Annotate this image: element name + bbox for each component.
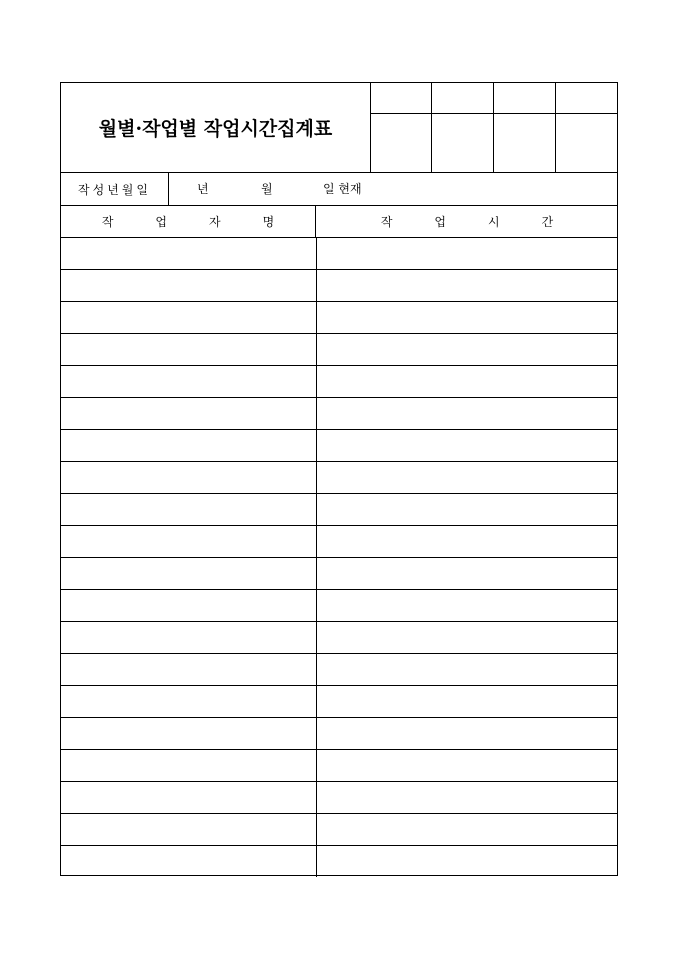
table-row: [61, 238, 617, 270]
table-row: [61, 526, 617, 558]
approval-signature-box[interactable]: [371, 114, 432, 172]
table-row: [61, 558, 617, 590]
date-label: 작성년월일: [61, 173, 169, 205]
date-row: [61, 173, 617, 206]
table-row: [61, 782, 617, 814]
data-rows: [61, 238, 617, 877]
table-row: [61, 846, 617, 877]
worker-name-cell[interactable]: [61, 654, 317, 685]
year-label: 년: [197, 182, 209, 196]
work-hours-cell[interactable]: [317, 590, 617, 621]
worker-name-cell[interactable]: [61, 494, 317, 525]
worker-name-cell[interactable]: [61, 302, 317, 333]
worker-name-cell[interactable]: [61, 750, 317, 781]
worker-name-cell[interactable]: [61, 782, 317, 813]
worker-name-cell[interactable]: [61, 270, 317, 301]
work-hours-cell[interactable]: [317, 654, 617, 685]
work-hours-cell[interactable]: [317, 430, 617, 461]
table-row: [61, 302, 617, 334]
approval-label-cell: [432, 83, 494, 114]
table-row: [61, 654, 617, 686]
worker-name-header: 작업자명: [61, 206, 316, 237]
table-row: [61, 398, 617, 430]
work-hours-cell[interactable]: [317, 622, 617, 653]
worker-name-cell[interactable]: [61, 686, 317, 717]
table-row: [61, 494, 617, 526]
work-hours-cell[interactable]: [317, 302, 617, 333]
work-hours-cell[interactable]: [317, 558, 617, 589]
approval-label-cell: [556, 83, 617, 114]
worker-name-cell[interactable]: [61, 526, 317, 557]
work-hours-summary-form: [60, 82, 618, 876]
approval-label-cell: [494, 83, 556, 114]
approval-signature-grid: [371, 83, 617, 172]
work-hours-cell[interactable]: [317, 366, 617, 397]
approval-signature-box[interactable]: [432, 114, 494, 172]
approval-label-cell: [371, 83, 432, 114]
table-row: [61, 334, 617, 366]
approval-signature-box[interactable]: [494, 114, 556, 172]
work-hours-cell[interactable]: [317, 814, 617, 845]
day-current-label: 일 현재: [323, 182, 362, 196]
worker-name-cell[interactable]: [61, 590, 317, 621]
table-row: [61, 750, 617, 782]
table-row: [61, 590, 617, 622]
approval-signature-box[interactable]: [556, 114, 617, 172]
worker-name-cell[interactable]: [61, 622, 317, 653]
worker-name-cell[interactable]: [61, 430, 317, 461]
worker-name-cell[interactable]: [61, 814, 317, 845]
worker-name-cell[interactable]: [61, 238, 317, 269]
work-hours-cell[interactable]: [317, 686, 617, 717]
worker-name-cell[interactable]: [61, 462, 317, 493]
work-hours-cell[interactable]: [317, 494, 617, 525]
table-row: [61, 718, 617, 750]
table-row: [61, 430, 617, 462]
work-hours-cell[interactable]: [317, 398, 617, 429]
worker-name-cell[interactable]: [61, 366, 317, 397]
work-hours-cell[interactable]: [317, 526, 617, 557]
work-hours-cell[interactable]: [317, 718, 617, 749]
month-label: 월: [261, 182, 273, 196]
worker-name-cell[interactable]: [61, 558, 317, 589]
table-row: [61, 814, 617, 846]
worker-name-cell[interactable]: [61, 334, 317, 365]
table-row: [61, 462, 617, 494]
column-header-row: [61, 206, 617, 238]
work-hours-cell[interactable]: [317, 238, 617, 269]
worker-name-cell[interactable]: [61, 398, 317, 429]
title-cell: [61, 83, 371, 172]
work-hours-cell[interactable]: [317, 750, 617, 781]
table-row: [61, 686, 617, 718]
table-row: [61, 366, 617, 398]
work-hours-cell[interactable]: [317, 846, 617, 877]
work-hours-cell[interactable]: [317, 334, 617, 365]
table-row: [61, 270, 617, 302]
worker-name-cell[interactable]: [61, 718, 317, 749]
form-header: [61, 83, 617, 173]
work-hours-cell[interactable]: [317, 270, 617, 301]
form-title: 월별·작업별 작업시간집계표: [98, 118, 333, 140]
work-hours-cell[interactable]: [317, 462, 617, 493]
work-hours-cell[interactable]: [317, 782, 617, 813]
table-row: [61, 622, 617, 654]
work-hours-header: 작업시간: [380, 215, 596, 229]
worker-name-cell[interactable]: [61, 846, 317, 877]
